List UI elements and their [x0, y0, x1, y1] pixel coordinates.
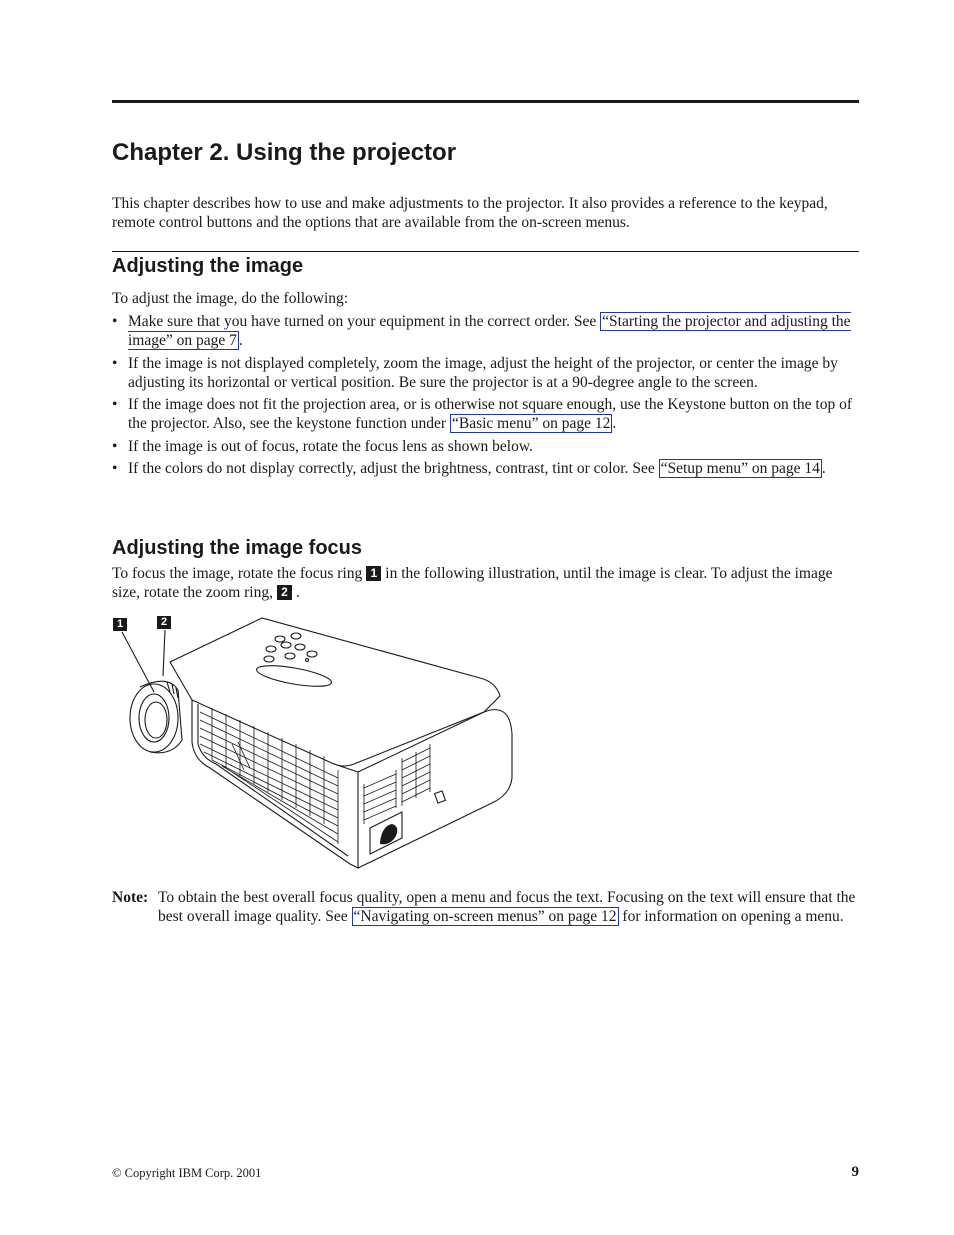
focus-text-start: To focus the image, rotate the focus ring: [112, 565, 363, 582]
section-lead: To adjust the image, do the following:: [112, 290, 349, 307]
bullet-glyph: •: [112, 460, 118, 477]
xref-link-starting-projector[interactable]: “Starting the projector and adjusting the image” on page 7: [128, 313, 851, 349]
top-rule: [112, 100, 859, 103]
list-item-text: If the image is out of focus, rotate the focus lens as shown below.: [128, 437, 533, 455]
bullet-glyph: •: [112, 396, 118, 413]
note-block: [112, 888, 859, 926]
bullet-glyph: •: [112, 354, 118, 372]
footer-copyright: © Copyright IBM Corp. 2001: [112, 1166, 262, 1180]
section-heading-image-focus: Adjusting the image focus: [112, 537, 363, 559]
note-label: Note:: [112, 889, 149, 906]
callout-focus-ring: 1: [366, 566, 381, 581]
list-item: [112, 459, 859, 478]
xref-link-navigating-menus[interactable]: “Navigating on-screen menus” on page 12: [353, 908, 617, 925]
note-text-end: for information on opening a menu.: [618, 908, 844, 925]
section-rule: [112, 251, 859, 252]
focus-paragraph: [112, 564, 859, 602]
list-item-text-end: .: [238, 332, 243, 349]
list-item: [112, 395, 859, 433]
list-item-text-end: .: [612, 415, 617, 432]
list-item-text: If the image does not fit the projection area, or is otherwise not square enough, use the Keystone button on the top of the projector. Also, see the keystone function under: [128, 396, 853, 432]
xref-link-basic-menu[interactable]: “Basic menu” on page 12: [451, 415, 611, 432]
note-body: [158, 888, 859, 926]
bullet-glyph: •: [112, 313, 118, 330]
list-item-text: Make sure that you have turned on your equipment in the correct order. See: [128, 313, 601, 330]
list-item: [112, 312, 859, 350]
list-item-text: If the colors do not display correctly, adjust the brightness, contrast, tint or color. See: [128, 460, 659, 477]
focus-text-end: .: [295, 584, 300, 601]
list-item-text-end: .: [821, 460, 826, 477]
callout-zoom-ring: 2: [277, 585, 292, 600]
projector-illustration: [112, 612, 522, 874]
list-item-text: If the image is not displayed completely, zoom the image, adjust the height of the projector, or center the image by adjusting its horizontal or vertical position. Be sure the projector is at a 90-degree angle to the screen.: [128, 354, 838, 391]
figure-callout-1: 1: [113, 618, 127, 631]
list-item: [112, 437, 859, 456]
projector-drawing: [112, 612, 522, 874]
focus-text-middle: in the following illustration, until the image is clear. To adjust the image size, rotate the zoom ring,: [112, 565, 833, 601]
figure-callout-2: 2: [157, 616, 171, 629]
bullet-glyph: •: [112, 437, 118, 455]
intro-paragraph: This chapter describes how to use and make adjustments to the projector. It also provides a reference to the keypad, remote control buttons and the options that are available from the on-screen menus.: [112, 195, 828, 231]
chapter-title: Chapter 2. Using the projector: [112, 139, 457, 166]
adjust-steps-list: [112, 312, 859, 482]
list-item: [112, 354, 859, 392]
section-heading-adjusting-image: Adjusting the image: [112, 255, 304, 277]
footer-page-number: 9: [851, 1164, 859, 1180]
note-text: To obtain the best overall focus quality, open a menu and focus the text. Focusing on the text will ensure that the best overall image quality. See: [158, 889, 856, 925]
xref-link-setup-menu[interactable]: “Setup menu” on page 14: [660, 460, 820, 477]
